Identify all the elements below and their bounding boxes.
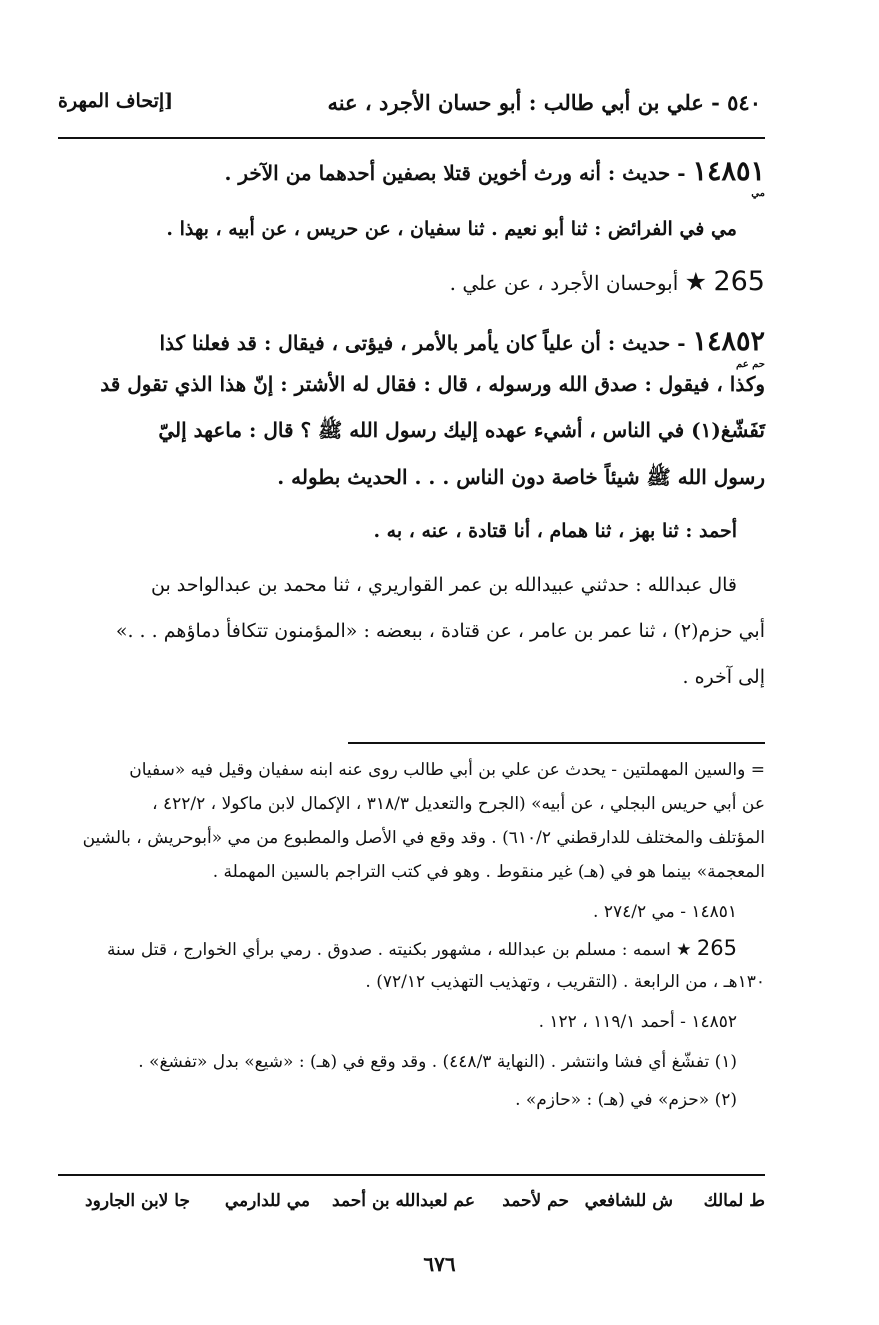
hadith-text: - حديث : أن علياً كان يأمر بالأمر ، فيؤتى ، فيقال : قد فعلنا كذا — [159, 331, 686, 355]
page-number: ٦٧٦ — [423, 1252, 456, 1276]
hadith-sigla: حم عم — [736, 359, 765, 370]
hadith-14852-abdullah-1: قال عبدالله : حدثني عبيدالله بن عمر القواريري ، ثنا محمد بن عبدالواحد بن — [151, 574, 737, 596]
hadith-text: - حديث : أنه ورث أخوين قتلا بصفين أحدهما من الآخر . — [224, 161, 686, 185]
hadith-14851 — [58, 152, 765, 242]
narrator-line — [450, 266, 765, 297]
footnote-14851: ١٤٨٥١ - مي ٢٧٤/٢ . — [593, 902, 737, 922]
footnote-continuation-3: المؤتلف والمختلف للدارقطني ٦١٠/٢) . وقد وقع في الأصل والمطبوع من مي «أبوحريش ، بالشين — [82, 828, 765, 848]
footnote-265-number: 265 — [696, 936, 737, 960]
footnote-separator — [348, 742, 765, 744]
footnote-14852: ١٤٨٥٢ - أحمد ١١٩/١ ، ١٢٢ . — [538, 1012, 737, 1032]
hadith-14852-line2: وكذا ، فيقول : صدق الله ورسوله ، قال : فقال له الأشتر : إنّ هذا الذي تقول قد — [100, 372, 765, 396]
footnote-265-text: اسمه : مسلم بن عبدالله ، مشهور بكنيته . صدوق . رمي برأي الخوارج ، قتل سنة — [106, 940, 671, 960]
narrator-number: 265 — [713, 266, 765, 297]
footnote-continuation-4: المعجمة» بينما هو في (هـ) غير منقوط . وهو في كتب التراجم بالسين المهملة . — [212, 862, 765, 882]
hadith-number: ١٤٨٥١ — [692, 156, 765, 187]
legend-item-malik: ط لمالك — [703, 1191, 765, 1211]
hadith-sigla: مي — [751, 188, 765, 199]
hadith-number: ١٤٨٥٢ — [692, 326, 765, 357]
hadith-14852-abdullah-3: إلى آخره . — [682, 666, 765, 688]
footnotes — [58, 760, 765, 1160]
header-rule — [58, 137, 765, 139]
narrator-text: أبوحسان الأجرد ، عن علي . — [449, 271, 679, 295]
footnote-265-line2: ١٣٠هـ ، من الرابعة . (التقريب ، وتهذيب التهذيب ٧٢/١٢) . — [365, 972, 765, 992]
hadith-14851-source: مي في الفرائض : ثنا أبو نعيم . ثنا سفيان ، عن حريس ، عن أبيه ، بهذا . — [166, 218, 737, 240]
footnote-265-line1 — [107, 936, 737, 960]
legend-item-darimi: مي للدارمي — [224, 1191, 310, 1211]
hadith-14852-line3: تَفَشّغ(١) في الناس ، أشيء عهده إليك رسول الله ﷺ ؟ قال : ماعهد إليّ — [158, 418, 765, 442]
footnote-1: (١) تفشّغ أي فشا وانتشر . (النهاية ٤٤٨/٣) . وقد وقع في (هـ) : «شيع» بدل «تفشغ» . — [138, 1052, 737, 1072]
hadith-14852-line1 — [159, 326, 765, 357]
hadith-14852 — [58, 322, 765, 702]
star-icon: ★ — [676, 940, 692, 960]
footnote-2: (٢) «حزم» في (هـ) : «حازم» . — [515, 1090, 737, 1110]
legend-item-abdullah: عم لعبدالله بن أحمد — [332, 1191, 475, 1211]
legend-item-shafii: ش للشافعي — [584, 1191, 673, 1211]
footnote-continuation-2: عن أبي حريس البجلي ، عن أبيه» (الجرح والتعديل ٣١٨/٣ ، الإكمال لابن ماكولا ، ٤٢٢/٢ ، — [152, 794, 765, 814]
star-icon: ★ — [684, 267, 708, 296]
narrator-265 — [58, 266, 765, 306]
legend-item-jarud: جا لابن الجارود — [85, 1191, 190, 1211]
hadith-14852-line4: رسول الله ﷺ شيئاً خاصة دون الناس . . . الحديث بطوله . — [277, 465, 765, 489]
hadith-14851-line — [224, 156, 765, 187]
footnote-continuation-1: = والسين المهملتين - يحدث عن علي بن أبي طالب روى عنه ابنه سفيان وقيل فيه «سفيان — [129, 760, 765, 780]
hadith-14852-ahmad: أحمد : ثنا بهز ، ثنا همام ، أنا قتادة ، عنه ، به . — [373, 520, 737, 542]
header-book-title: [إتحاف المهرة — [58, 90, 174, 112]
running-header — [58, 90, 761, 120]
hadith-14852-abdullah-2: أبي حزم(٢) ، ثنا عمر بن عامر ، عن قتادة ، ببعضه : «المؤمنون تتكافأ دماؤهم . . .» — [115, 620, 765, 642]
legend-rule — [58, 1174, 765, 1176]
header-chapter-title: ٥٤٠ - علي بن أبي طالب : أبو حسان الأجرد ، عنه — [327, 90, 761, 115]
legend-item-ahmad: حم لأحمد — [502, 1191, 569, 1211]
